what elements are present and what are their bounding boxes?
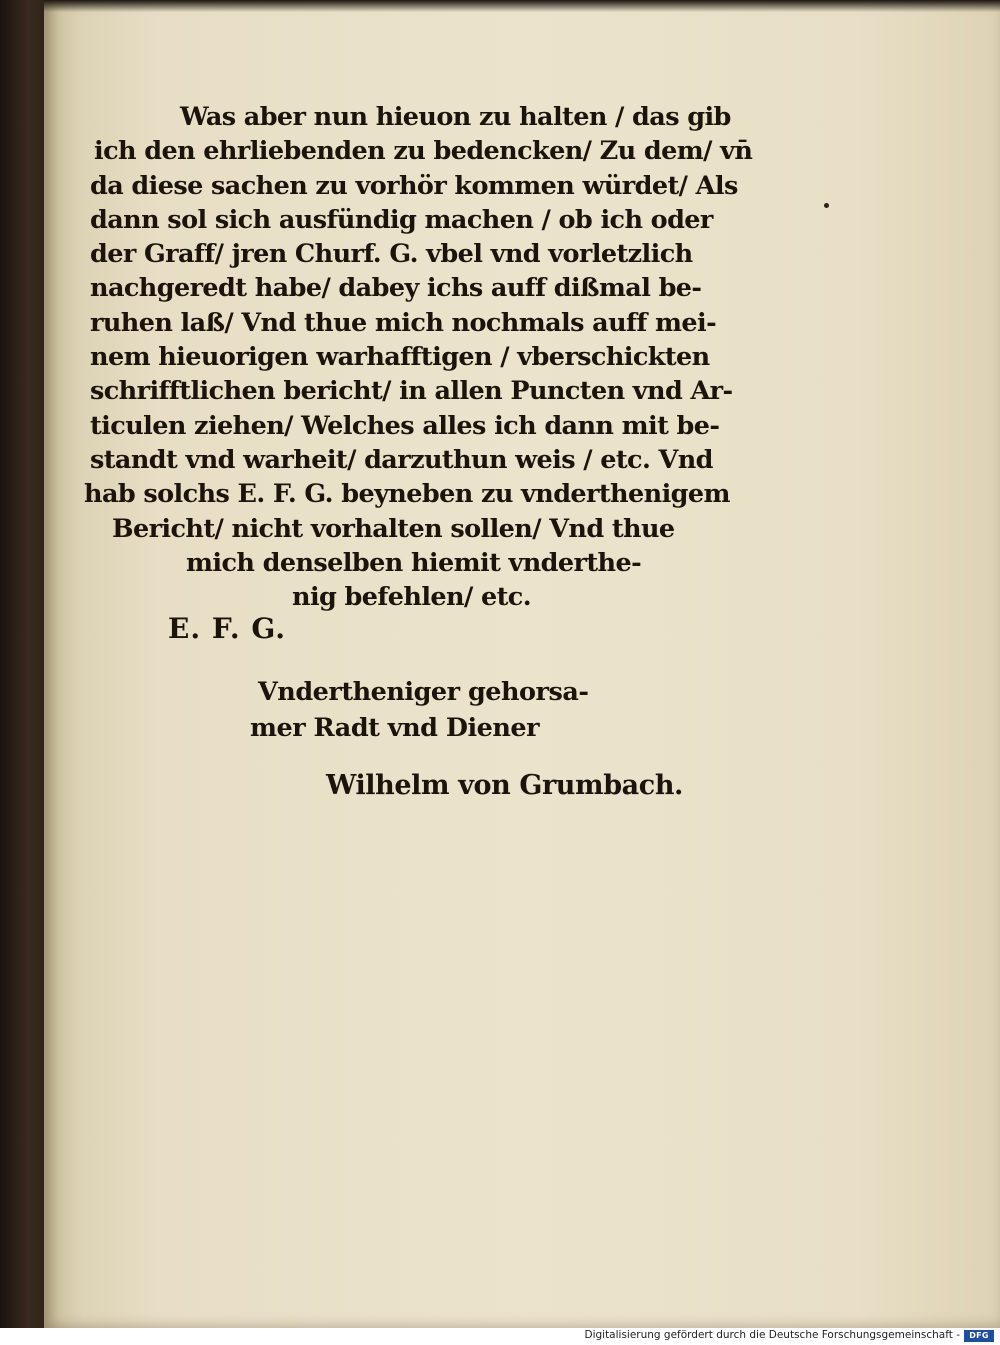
closing-line: mer Radt vnd Diener xyxy=(250,713,540,743)
ink-speck xyxy=(824,203,829,208)
addressee-initials: E. F. G. xyxy=(168,612,287,645)
text-line: hab solchs E. F. G. beyneben zu vnderthenigem xyxy=(84,479,730,510)
text-line: ruhen laß/ Vnd thue mich nochmals auff mei- xyxy=(90,307,717,338)
text-line: dann sol sich ausfündig machen / ob ich oder xyxy=(90,204,713,235)
letter-body xyxy=(84,100,774,614)
dfg-logo: DFG xyxy=(964,1330,994,1342)
text-line: Bericht/ nicht vorhalten sollen/ Vnd thue xyxy=(112,513,675,544)
text-line: nem hieuorigen warhafftigen / vberschickten xyxy=(90,342,710,373)
funding-credit: Digitalisierung gefördert durch die Deutsche Forschungsgemeinschaft - xyxy=(584,1329,960,1341)
digitization-footer xyxy=(0,1328,1000,1345)
closing-formula xyxy=(250,674,588,746)
text-line: da diese sachen zu vorhör kommen würdet/ Als xyxy=(90,170,738,201)
page-top-shadow xyxy=(44,0,1000,12)
text-line: ticulen ziehen/ Welches alles ich dann mit be- xyxy=(90,410,720,441)
text-line: Was aber nun hieuon zu halten / das gib xyxy=(180,102,731,132)
text-line: der Graff/ jren Churf. G. vbel vnd vorletzlich xyxy=(90,239,693,270)
text-line: ich den ehrliebenden zu bedencken/ Zu dem/ vn̄ xyxy=(94,136,753,167)
text-line: schrifftlichen bericht/ in allen Puncten vnd Ar- xyxy=(90,376,733,407)
text-line: nachgeredt habe/ dabey ichs auff dißmal be- xyxy=(90,273,702,304)
text-line: mich denselben hiemit vnderthe- xyxy=(186,547,642,578)
text-line: nig befehlen/ etc. xyxy=(292,582,531,613)
closing-line: Vndertheniger gehorsa- xyxy=(258,677,589,707)
text-line: standt vnd warheit/ darzuthun weis / etc. Vnd xyxy=(90,444,713,475)
signature-name: Wilhelm von Grumbach. xyxy=(326,770,684,801)
